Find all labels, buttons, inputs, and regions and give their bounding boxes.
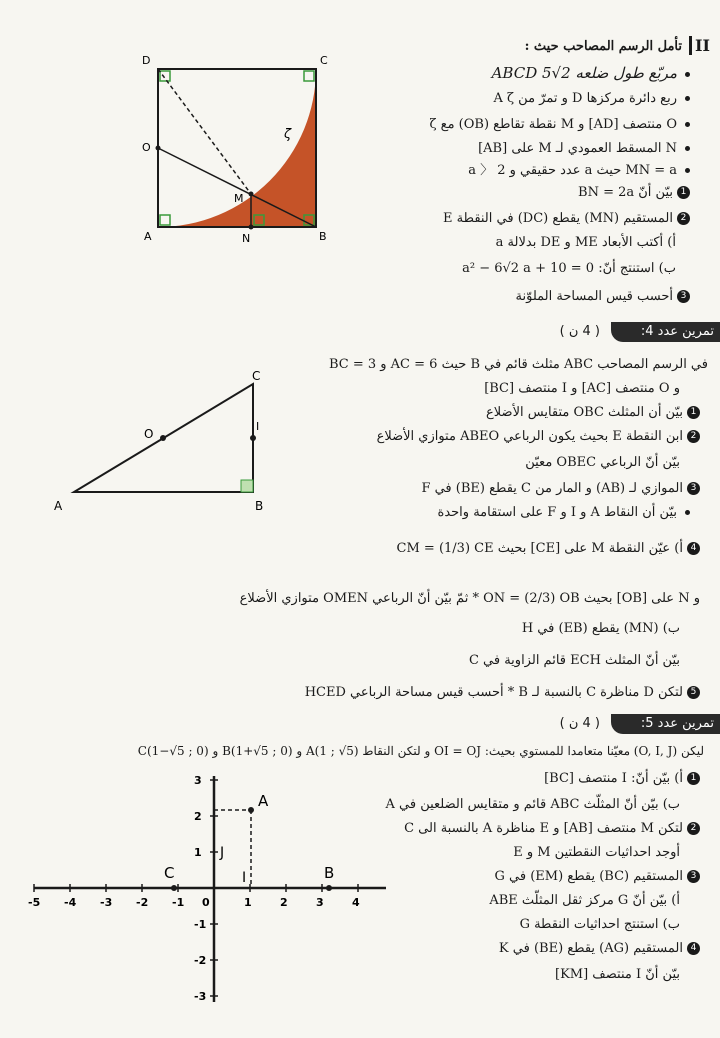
x-tick-label: -1 [172,896,185,909]
tri-label-o: O [144,427,154,441]
ex4-q1: 1بيّن أن المثلث OBC متقايس الأضلاع [486,404,700,422]
ex5-q1a: 1أ) بيّن أنّ: I منتصف [BC] [544,770,700,788]
label-n: N [242,232,251,245]
label-m: M [234,192,244,205]
label-c: C [320,54,328,67]
ex5-q3b: ب) استنتج احداثيات النقطة G [519,917,680,932]
ex1-q3: 3أحسب قيس المساحة الملوّنة [516,288,690,306]
plane-label-i: I [242,870,247,886]
x-tick-label: -2 [136,896,149,909]
ex1-intro: تأمل الرسم المصاحب حيث : [524,39,682,54]
ex5-q3: 3المستقيم (BC) يقطع (EM) في G [495,868,701,886]
plane-label-a: A [258,792,269,810]
ex1-line5: MN = a حيث a عدد حقيقي و 2 〈 a [468,162,690,180]
ex5-line1: ليكن (O, I, J) معيّنا متعامدا للمستوي بحيث: OI = OJ و لتكن النقاط A(1 ; √5) و B(1+√5 ; 0) و C(1−√5 ; 0) [137,744,704,758]
ex1-line2: ربع دائرة مركزها D و تمرّ من A ζ [493,90,690,108]
tri-label-b: B [255,499,264,513]
label-b: B [319,230,327,243]
ex1-line4: N المسقط العمودي لـ M على [AB] [478,140,690,158]
y-tick-label: -3 [194,990,207,1003]
y-tick-label: -2 [194,954,207,967]
ex4-q2b: بيّن أنّ الرباعي OBEC معيّن [525,455,680,470]
plane-label-b: B [324,864,335,882]
ex4-line1: في الرسم المصاحب ABC مثلث قائم في B حيث AC = 6 و BC = 3 [328,357,708,372]
ex1-q1: 1بيّن أنّ BN = 2a [578,184,690,202]
ex4-q3: 3الموازي لـ (AB) و المار من C يقطع (BE) في F [421,480,700,498]
x-tick-label: 2 [280,896,288,909]
ex1-line1: مربّع طول ضلعه ABCD 5√2 [492,64,690,84]
ex4-q2: 2ابن النقطة E بحيث يكون الرباعي ABEO متوازي الأضلاع [377,428,700,446]
tri-label-i: I [256,420,260,433]
ex5-banner: تمرين عدد 5: [611,714,720,734]
ex4-q4b2: بيّن أنّ المثلث ECH قائم الزاوية في C [468,653,680,668]
ex4-q4a2: و N على [OB] بحيث ON = (2/3) OB * ثمّ بيّن أنّ الرباعي OMEN متوازي الأضلاع [239,591,700,606]
ex1-q2: 2المستقيم (MN) يقطع (DC) في النقطة E [443,210,690,228]
ex1-line3: O منتصف [AD] و M نقطة تقاطع (OB) مع ζ [429,116,690,134]
y-tick-label: 3 [194,774,202,787]
y-tick-label: 2 [194,810,202,823]
section-numeral: II [689,36,710,55]
ex4-banner: تمرين عدد 4: [611,322,720,342]
ex5-q2b: أوجد احداثيات النقطتين M و E [513,845,680,860]
label-o: O [142,141,151,154]
ex5-q2: 2لتكن M منتصف [AB] و E مناظرة A بالنسبة الى C [404,820,700,838]
point-a-plane [248,807,254,813]
triangle-figure [50,362,280,517]
segment-dm [158,69,251,194]
point-m [249,192,254,197]
plane-label-j: J [220,845,225,861]
ex1-q2b: ب) استنتج أنّ: a² − 6√2 a + 10 = 0 [462,261,676,276]
x-tick-label: 4 [352,896,360,909]
x-tick-label: -5 [28,896,41,909]
ex5-points: ( 4 ن ) [559,716,600,731]
ex4-q4b: ب) (MN) يقطع (EB) في H [521,621,680,636]
y-tick-label: 1 [194,846,202,859]
ex4-q3b: بيّن أن النقاط A و I و F على استقامة واحدة [438,504,690,522]
ex5-q4: 4المستقيم (AG) يقطع (BE) في K [499,940,700,958]
ex1-q2a: أ) أكتب الأبعاد ME و DE بدلالة a [495,235,676,250]
point-i-tri [250,435,256,441]
y-tick-label: -1 [194,918,207,931]
label-d: D [142,54,151,67]
square-figure [138,50,338,245]
tri-label-a: A [54,499,63,513]
point-o-tri [160,435,166,441]
point-b-plane [326,885,332,891]
point-n [249,225,254,230]
ex4-q5: 5لتكن D مناظرة C بالنسبة لـ B * أحسب قيس مساحة الرباعي HCED [305,684,700,702]
x-tick-label: -4 [64,896,77,909]
point-c-plane [171,885,177,891]
x-tick-label: 1 [244,896,252,909]
label-zeta: ζ [284,127,292,142]
right-angle-c [304,71,314,81]
ex4-q4a: 4أ) عيّن النقطة M على [CE] بحيث CM = (1/3) CE [397,540,700,558]
right-angle-d [160,71,170,81]
tri-label-c: C [252,369,261,383]
ex5-q3a: أ) بيّن أنّ G مركز ثقل المثلّث ABE [489,893,680,908]
ex5-q1b: ب) بيّن أنّ المثلّث ABC قائم و متقايس الضلعين في A [385,797,680,812]
ex5-q4b: بيّن أنّ I منتصف [KM] [554,967,680,982]
point-o [156,146,161,151]
coordinate-plane [30,770,390,1010]
x-tick-label: -3 [100,896,113,909]
plane-label-c: C [164,864,175,882]
x-tick-label: 0 [202,896,210,909]
right-angle-a [160,215,170,225]
ex4-line2: و O منتصف [AC] و I منتصف [BC] [484,381,680,396]
x-tick-label: 3 [316,896,324,909]
ex4-points: ( 4 ن ) [559,324,600,339]
right-angle-b-marker [241,480,253,492]
label-a: A [144,230,152,243]
